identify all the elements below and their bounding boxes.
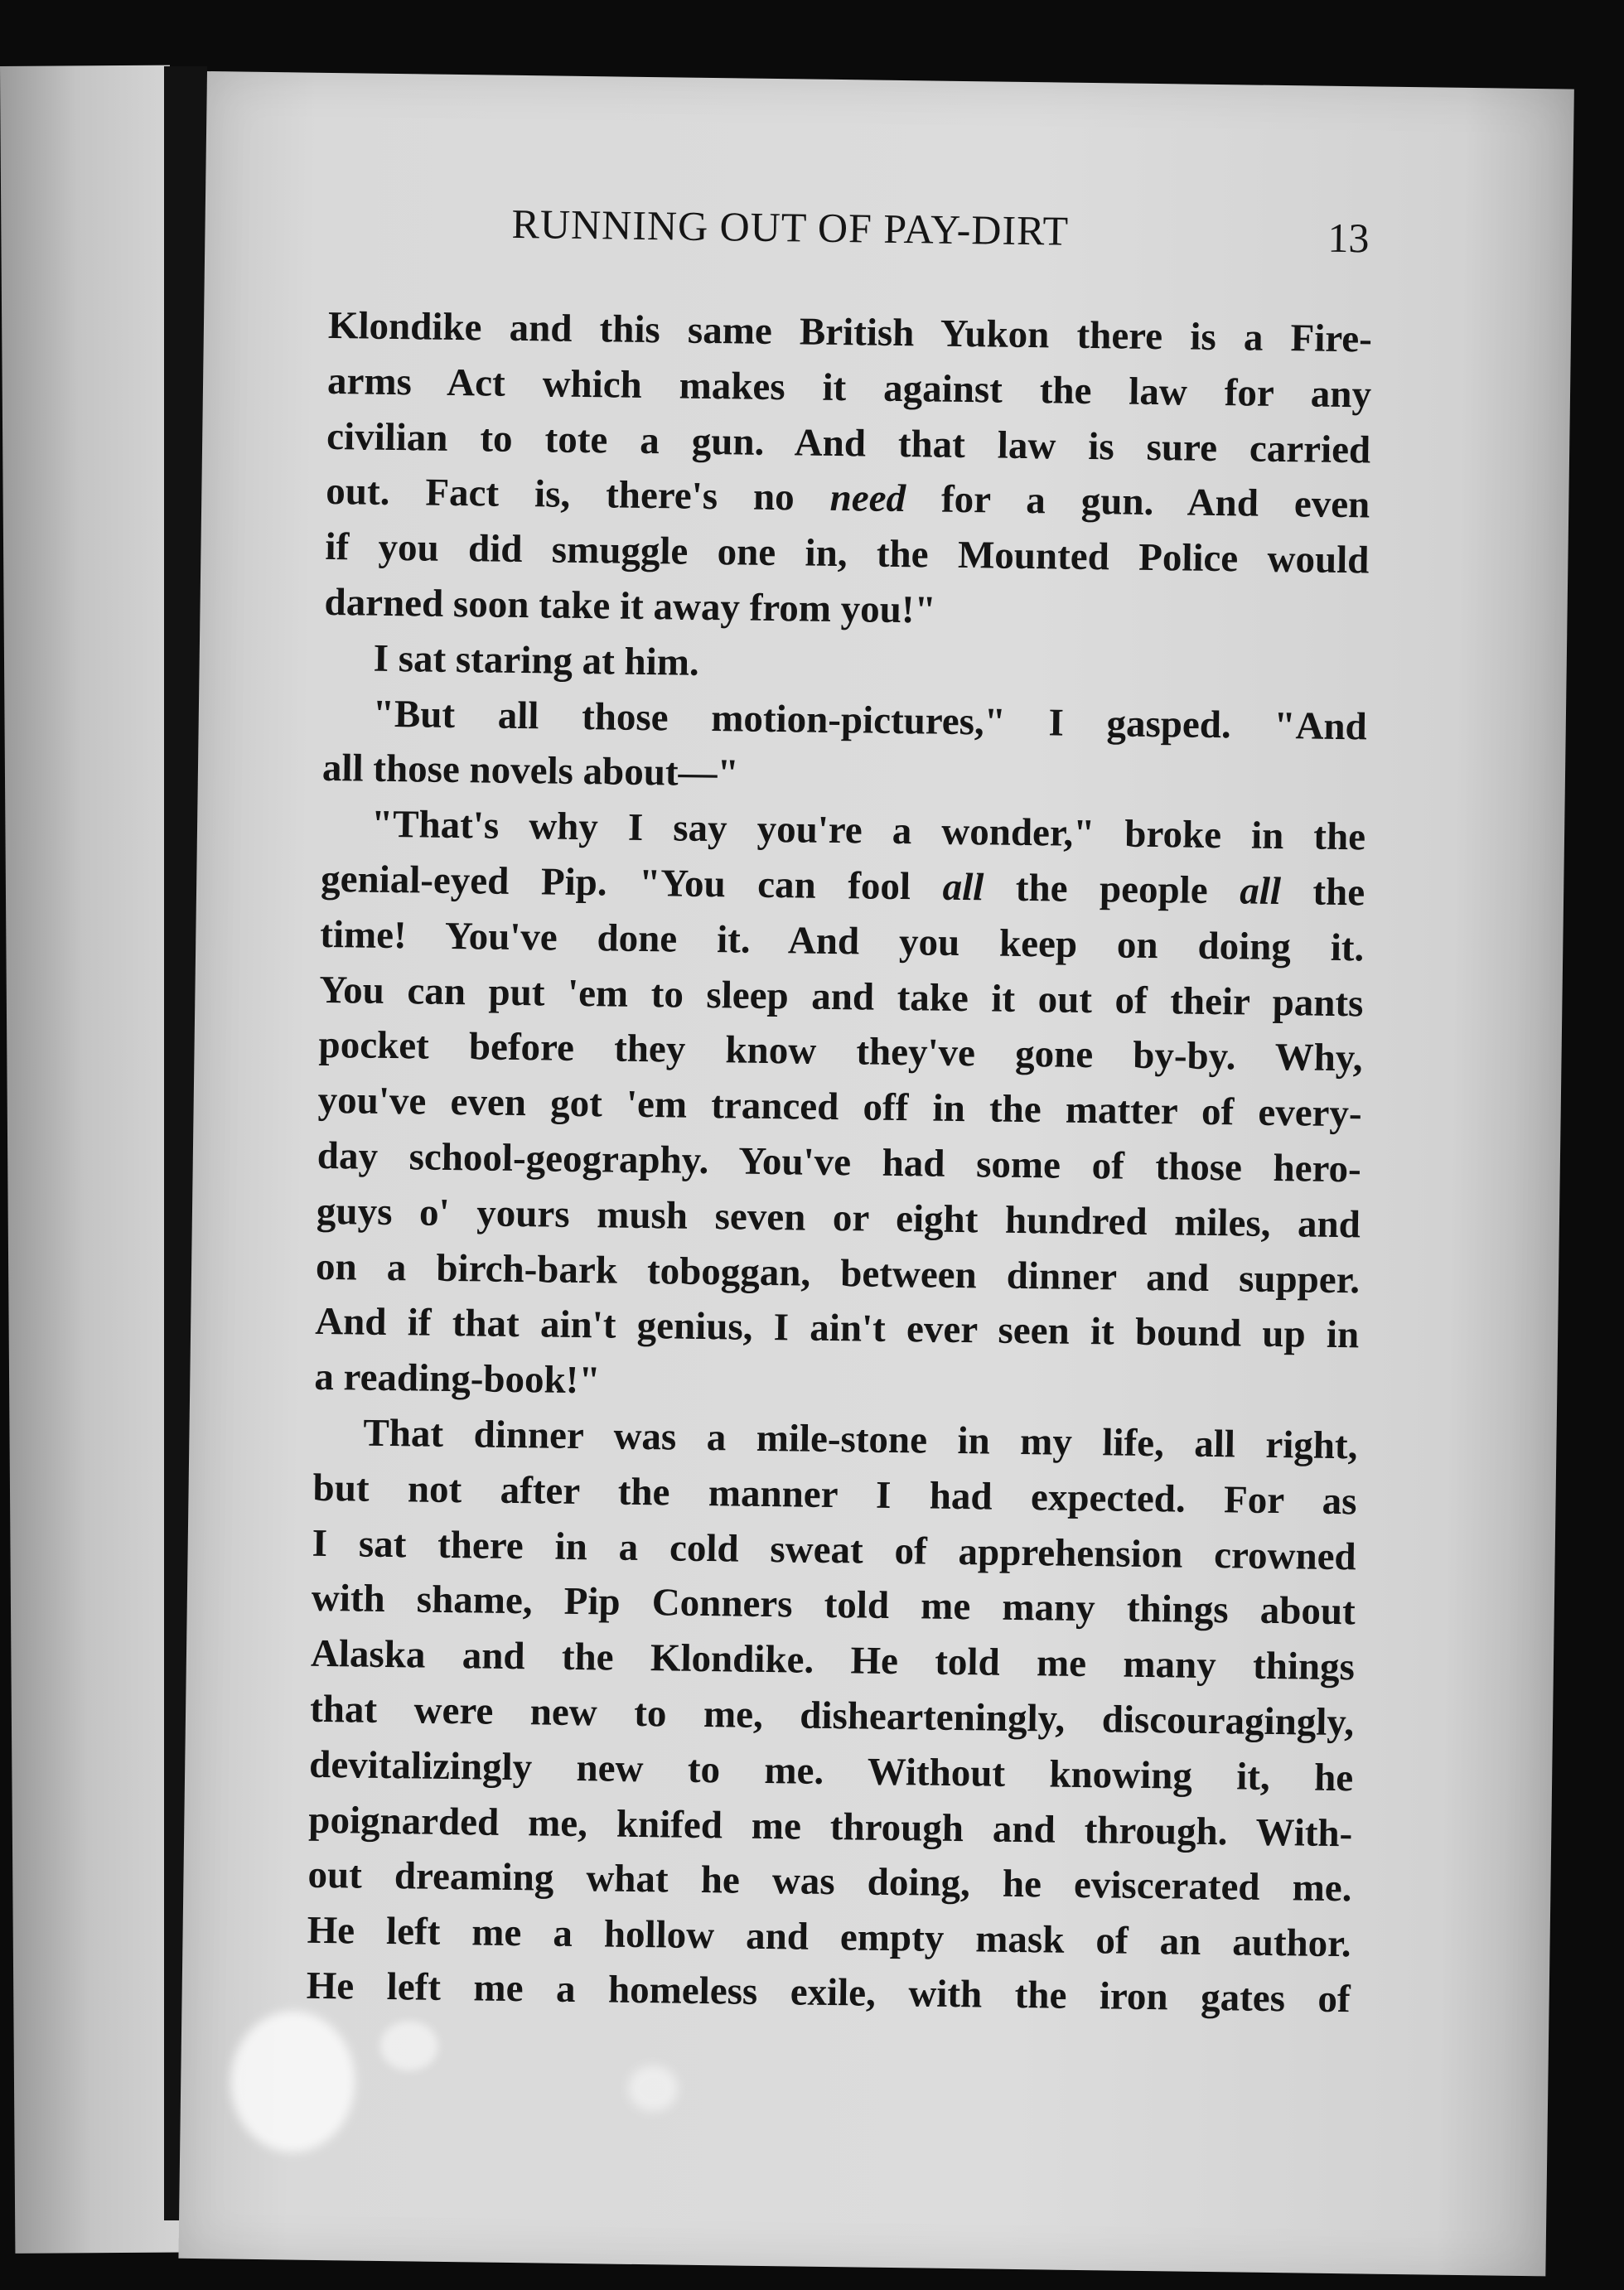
text-line: darned soon take it away from you!" <box>324 580 936 632</box>
body-text <box>306 298 1372 2027</box>
text-line: He left me a hollow and empty mask of an author. <box>307 1908 1351 1966</box>
page-stain <box>230 2011 355 2153</box>
text-line: You can put 'em to sleep and take it out of their pants <box>319 968 1364 1025</box>
page-number: 13 <box>1327 214 1370 262</box>
italic-word: all <box>942 865 984 910</box>
italic-word: need <box>829 476 906 521</box>
text-line: on a birch-bark toboggan, between dinner and supper. <box>315 1244 1361 1302</box>
text-line: Klondike and this same British Yukon there is a Fire- <box>327 303 1373 361</box>
text-line: if you did smuggle one in, the Mounted Police would <box>325 525 1370 582</box>
italic-word: all <box>1239 869 1282 914</box>
text-line: He left me a homeless exile, with the iron gates of <box>306 1964 1351 2022</box>
text-line: "That's why I say you're a wonder," broke in the <box>370 802 1366 859</box>
text-line: pocket before they know they've gone by-by. Why, <box>318 1023 1363 1080</box>
text-line: guys o' yours mush seven or eight hundred miles, and <box>316 1189 1361 1247</box>
text-line: time! You've done it. And you keep on doing it. <box>320 912 1365 970</box>
text-line: day school-geography. You've had some of those hero- <box>317 1133 1362 1191</box>
book-page <box>178 71 1573 2276</box>
text-line: arms Act which makes it against the law for any <box>326 359 1372 417</box>
text-line: out. Fact is, there's no need for a gun. And even <box>326 470 1370 527</box>
page-header <box>205 196 1573 272</box>
text-line: I sat staring at him. <box>373 636 700 684</box>
text-line: civilian to tote a gun. And that law is sure carried <box>326 414 1371 472</box>
text-line: all those novels about—" <box>321 746 739 795</box>
text-line: that were new to me, dishearteningly, discouragingly, <box>309 1687 1355 1745</box>
text-line: devitalizingly new to me. Without knowing it, he <box>308 1742 1354 1800</box>
text-line: genial-eyed Pip. "You can fool all the people all the <box>320 857 1365 915</box>
running-head: RUNNING OUT OF PAY-DIRT <box>511 200 1070 254</box>
page-stain <box>628 2065 679 2112</box>
text-line: with shame, Pip Conners told me many things about <box>311 1577 1356 1634</box>
page-stain <box>379 2021 438 2071</box>
text-line: And if that ain't genius, I ain't ever seen it bound up in <box>314 1300 1360 1357</box>
text-line: Alaska and the Klondike. He told me many things <box>310 1631 1356 1689</box>
text-line: poignarded me, knifed me through and through. With- <box>308 1798 1353 1855</box>
facing-page-edge <box>0 65 185 2254</box>
text-line: out dreaming what he was doing, he eviscerated me. <box>307 1853 1352 1911</box>
text-line: but not after the manner I had expected. For as <box>312 1466 1357 1524</box>
text-line: a reading-book!" <box>314 1355 601 1403</box>
text-line: "But all those motion-pictures," I gasped. "And <box>372 692 1368 748</box>
text-line: I sat there in a cold sweat of apprehension crowned <box>312 1521 1356 1578</box>
text-line: That dinner was a mile-stone in my life, all right, <box>363 1411 1358 1468</box>
text-line: you've even got 'em tranced off in the matter of every- <box>317 1079 1362 1136</box>
